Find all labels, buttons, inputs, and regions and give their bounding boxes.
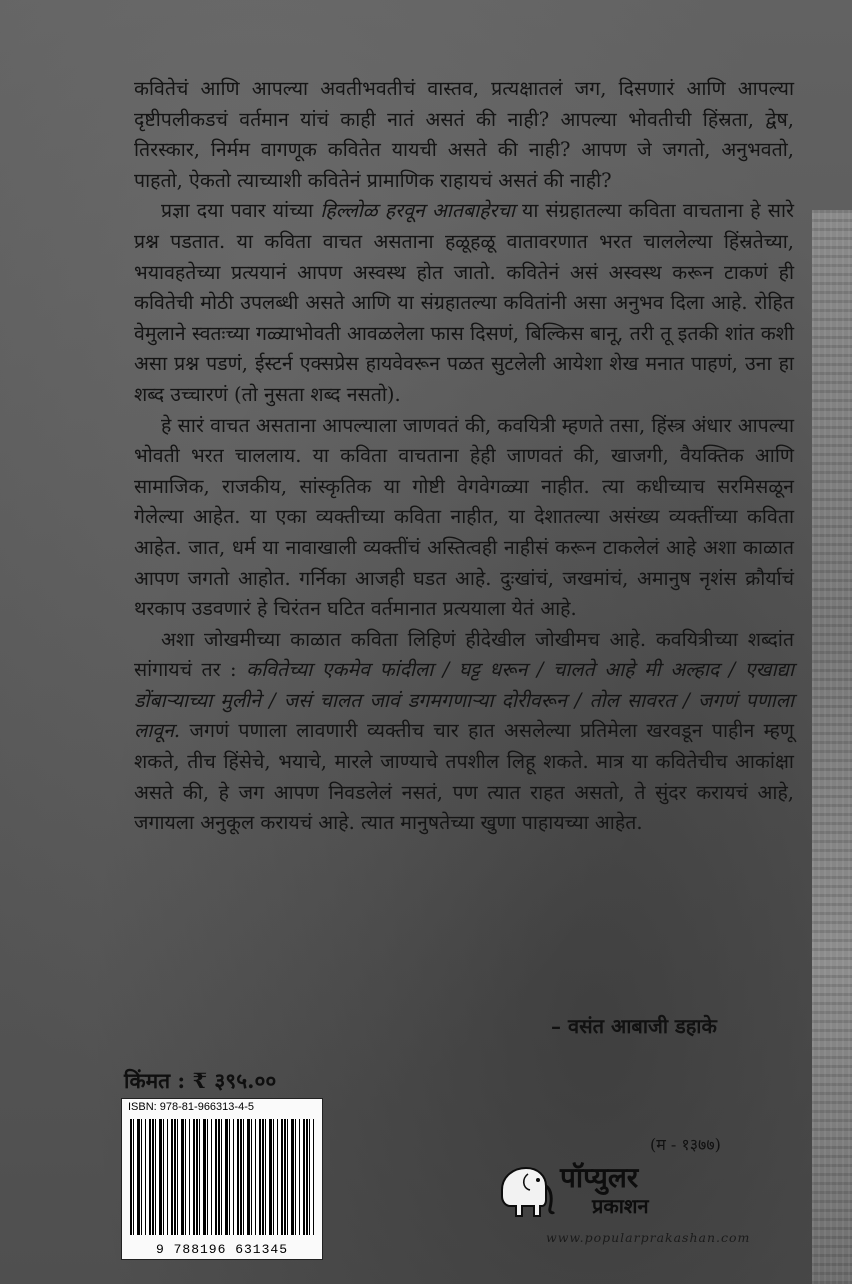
p2-text-start: प्रज्ञा दया पवार यांच्या — [161, 199, 321, 223]
poem-quote: कवितेच्या एकमेव फांदीला / घट्ट धरून / चालते आहे मी अल्हाद / एखाद्या डोंबाऱ्याच्या मुलीने / जसं चालत जावं डगमगणाऱ्या दोरीवरून / तोल सावरत / जगणं पणाला लावून. — [134, 658, 794, 743]
publisher-logo — [492, 1156, 772, 1228]
publisher-name: पॉप्युलर — [560, 1161, 639, 1194]
blurb-paragraph-4 — [134, 625, 794, 839]
stone-texture-strip — [812, 210, 852, 1284]
book-title-mention: हिल्लोळ हरवून आतबाहेरचा — [320, 199, 515, 223]
isbn-digits: 9 788196 631345 — [155, 1242, 289, 1257]
isbn-barcode — [121, 1098, 323, 1260]
elephant-icon — [492, 1156, 556, 1222]
blurb-paragraph-2 — [134, 196, 794, 410]
p2-text-end: या संग्रहातल्या कविता वाचताना हे सारे प्रश्न पडतात. या कविता वाचत असताना हळूहळू वातावरणात भरत चाललेल्या हिंस्रतेच्या, भयावहतेच्या प्रत्ययानं आपण अस्वस्थ होत जातो. कवितेनं असं अस्वस्थ करून टाकणं ही कवितेची मोठी उपलब्धी असते आणि या संग्रहातल्या कवितांनी असा अनुभव दिला आहे. रोहित वेमुलाने स्वतःच्या गळ्याभोवती आवळलेला फास दिसणं, बिल्किस बानू, तरी तू इतकी शांत कशी असा प्रश्न पडणं, ईस्टर्न एक्सप्रेस हायवेवरून पळत सुटलेली आयेशा शेख मनात पाहणं, उना हा शब्द उच्चारणं (तो नुसता शब्द नसतो). — [134, 199, 795, 406]
publisher-subname: प्रकाशन — [592, 1194, 649, 1218]
blurb-paragraph-1: कवितेचं आणि आपल्या अवतीभवतीचं वास्तव, प्रत्यक्षातलं जग, दिसणारं आणि आपल्या दृष्टीपलीकडचं वर्तमान यांचं काही नातं असतं की नाही? आपल्या भोवतीची हिंस्रता, द्वेष, तिरस्कार, निर्मम वागणूक कवितेत यायची असते की नाही? आपण जे जगतो, अनुभवतो, पाहतो, ऐकतो त्याच्याशी कवितेनं प्रामाणिक राहायचं असतं की नाही? — [134, 77, 794, 192]
isbn-label: ISBN: 978-81-966313-4-5 — [128, 1101, 254, 1113]
publisher-website: www.popularprakashan.com — [546, 1230, 751, 1245]
p4-text-start: अशा जोखमीच्या काळात कविता लिहिणं हीदेखील जोखीमच आहे. कवयित्रीच्या शब्दांत सांगायचं तर : — [134, 627, 794, 682]
blurb-text — [134, 74, 794, 839]
blurb-paragraph-3: हे सारं वाचत असताना आपल्याला जाणवतं की, कवयित्री म्हणते तसा, हिंस्त्र अंधार आपल्या भोवती भरत चाललाय. या कविता वाचताना हेही जाणवतं की, खाजगी, वैयक्तिक आणि सामाजिक, राजकीय, सांस्कृतिक या गोष्टी वेगवेगळ्या नाहीत. त्या कधीच्याच सरमिसळून गेलेल्या आहेत. या एका व्यक्तीच्या कविता नाहीत, या देशातल्या असंख्य व्यक्तींच्या कविता आहेत. जात, धर्म या नावाखाली व्यक्तींचं अस्तित्वही नाहीसं करून टाकलेलं आहे अशा काळात आपण जगतो आहोत. गर्निका आजही घडत आहे. दुःखांचं, जखमांचं, अमानुष नृशंस क्रौर्याचं थरकाप उडवणारं हे चिरंतन घटित वर्तमानात प्रत्ययाला येतं आहे. — [134, 413, 794, 621]
book-code: (म - १३७७) — [650, 1135, 721, 1154]
price-label: किंमत : ₹ ३९५.०० — [124, 1068, 277, 1093]
author-attribution: – वसंत आबाजी डहाके — [551, 1014, 717, 1038]
p4-text-end: जगणं पणाला लावणारी व्यक्तीच चार हात असलेल्या प्रतिमेला खरवडून पाहीन म्हणू शकते, तीच हिंसेचे, भयाचे, मारले जाण्याचे तपशील लिहू शकते. मात्र या कवितेचीच आकांक्षा असते की, हे जग आपण निवडलेलं नसतं, पण त्यात राहत असतो, ते सुंदर करायचं आहे, जगायला अनुकूल करायचं आहे. त्यात मानुषतेच्या खुणा पाहायच्या आहेत. — [134, 719, 794, 835]
barcode-bars — [130, 1119, 314, 1235]
